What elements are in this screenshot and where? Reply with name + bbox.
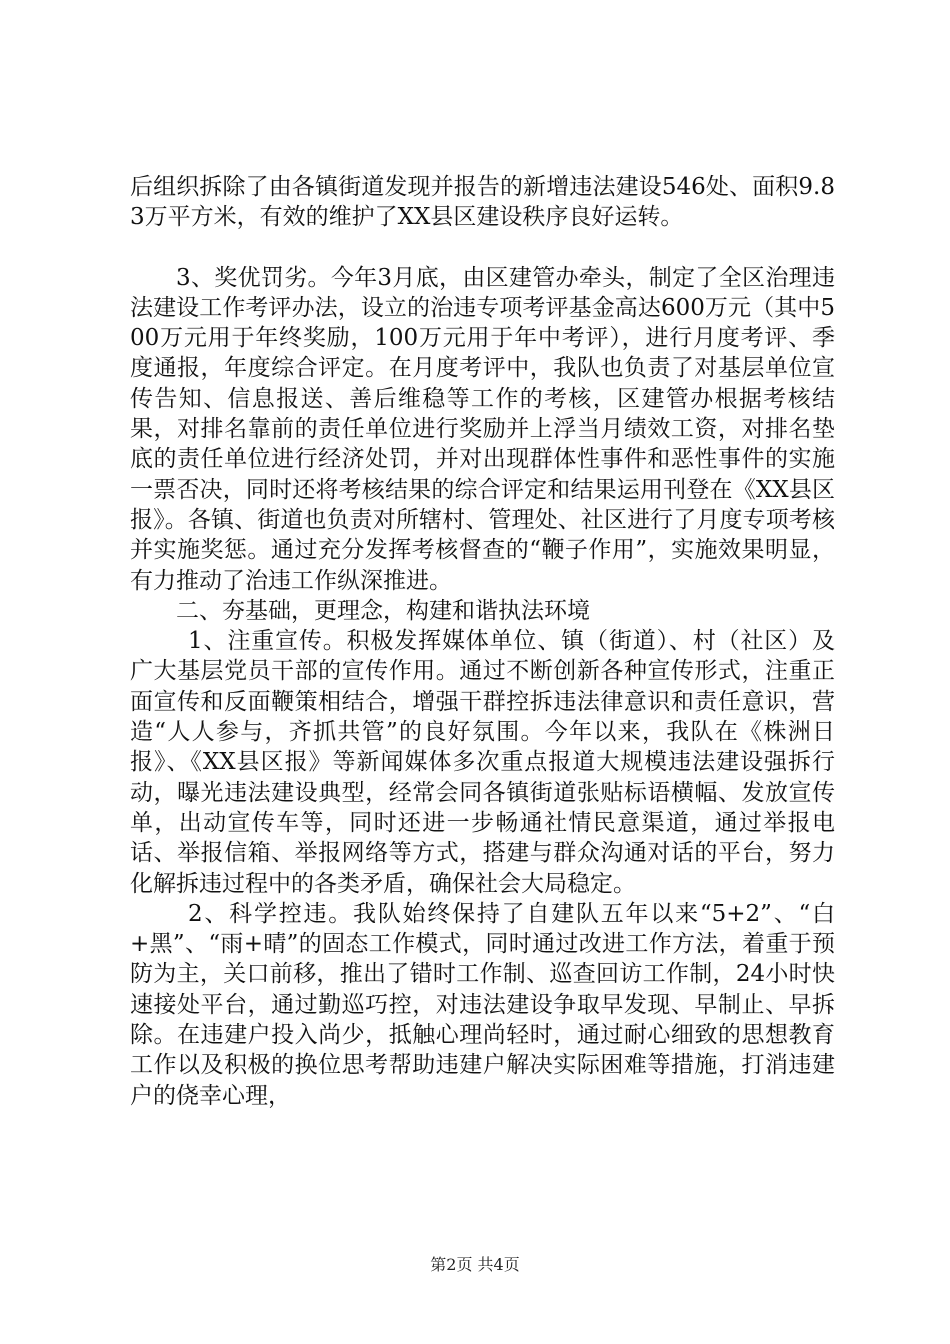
section-heading: 二、夯基础，更理念，构建和谐执法环境 bbox=[176, 597, 590, 624]
paragraph-continuation: 后组织拆除了由各镇街道发现并报告的新增违法建设546处、面积9.83万平方米，有效的维护了XX县区建设秩序良好运转。 bbox=[130, 174, 835, 231]
page-footer: 第2页 共4页 bbox=[430, 1255, 520, 1274]
paragraph-control: 2、科学控违。我队始终保持了自建队五年以来“5+2”、“白+黑”、“雨+晴”的固态工作模式，同时通过改进工作方法，着重于预防为主，关口前移，推出了错时工作制、巡查回访工作制，24小时快速接处平台，通过勤巡巧控，对违法建设争取早发现、早制止、早拆除。在违建户投入尚少，抵触心理尚轻时，通过耐心细致的思想教育工作以及积极的换位思考帮助违建户解决实际困难等措施，打消违建户的侥幸心理， bbox=[130, 900, 835, 1109]
paragraph-reward-punish: 3、奖优罚劣。今年3月底，由区建管办牵头，制定了全区治理违法建设工作考评办法，设立的治违专项考评基金高达600万元（其中500万元用于年终奖励，100万元用于年中考评），进行月度考评、季度通报，年度综合评定。在月度考评中，我队也负责了对基层单位宣传告知、信息报送、善后维稳等工作的考核，区建管办根据考核结果，对排名靠前的责任单位进行奖励并上浮当月绩效工资，对排名垫底的责任单位进行经济处罚，并对出现群体性事件和恶性事件的实施一票否决，同时还将考核结果的综合评定和结果运用刊登在《XX县区报》。各镇、街道也负责对所辖村、管理处、社区进行了月度专项考核并实施奖惩。通过充分发挥考核督查的“鞭子作用”，实施效果明显，有力推动了治违工作纵深推进。 bbox=[130, 264, 835, 594]
paragraph-gap bbox=[130, 233, 835, 263]
document-body bbox=[130, 172, 835, 1111]
paragraph-publicity: 1、注重宣传。积极发挥媒体单位、镇（街道）、村（社区）及广大基层党员干部的宣传作用。通过不断创新各种宣传形式，注重正面宣传和反面鞭策相结合，增强干群控拆违法律意识和责任意识，营造“人人参与，齐抓共管”的良好氛围。今年以来，我队在《株洲日报》、《XX县区报》等新闻媒体多次重点报道大规模违法建设强拆行动，曝光违法建设典型，经常会同各镇街道张贴标语横幅、发放宣传单，出动宣传车等，同时还进一步畅通社情民意渠道，通过举报电话、举报信箱、举报网络等方式，搭建与群众沟通对话的平台，努力化解拆违过程中的各类矛盾，确保社会大局稳定。 bbox=[130, 628, 835, 897]
